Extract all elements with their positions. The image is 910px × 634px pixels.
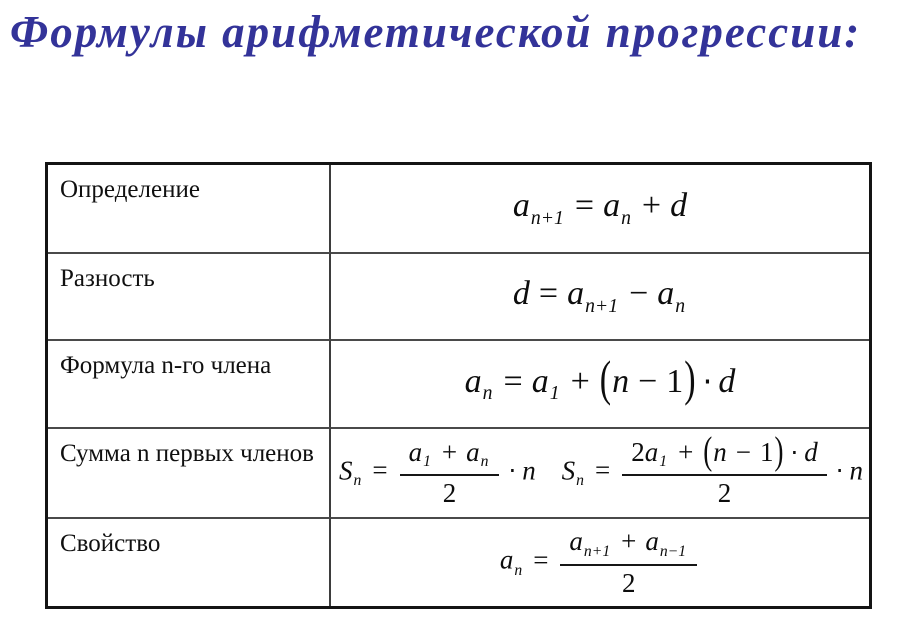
- table-row: [331, 252, 869, 339]
- formula-definition: $a_{n+1} = a_n + d$: [512, 187, 688, 229]
- formulas-table: [45, 162, 872, 609]
- row-label-definition: Определение: [48, 165, 331, 252]
- row-label-nth-term: Формула n-го члена: [48, 339, 331, 427]
- fraction: $\frac{2a_1 + (n - 1) \cdot d}{2}$: [622, 437, 827, 510]
- page-title: Формулы арифметической прогрессии:: [10, 7, 862, 57]
- row-label-difference: Разность: [48, 252, 331, 339]
- row-label-sum: Сумма n первых членов: [48, 427, 331, 517]
- table-row: [331, 427, 869, 517]
- fraction: $\frac{a_{n+1} + a_{n-1}}{2}$: [560, 526, 697, 599]
- table-row: [331, 339, 869, 427]
- table-row: [331, 165, 869, 252]
- row-label-property: Свойство: [48, 517, 331, 606]
- formula-property: $a_n$ = $\frac{a_{n+1} + a_{n-1}}{2}$: [500, 526, 700, 599]
- formula-difference: $d = a_{n+1} - a_n$: [512, 275, 686, 317]
- formula-nth-term: $a_n = a_1 + (n - 1) \cdot d$: [464, 352, 736, 407]
- fraction: $\frac{a_1 + a_n}{2}$: [400, 437, 500, 510]
- formula-sum-1: $S_n$ = $\frac{a_1 + a_n}{2}$ ⋅ n: [339, 436, 536, 509]
- formula-sum-2: $S_n$ = $\frac{2a_1 + (n - 1) \cdot d}{2}$ ⋅ n: [561, 428, 863, 509]
- table-row: [331, 517, 869, 606]
